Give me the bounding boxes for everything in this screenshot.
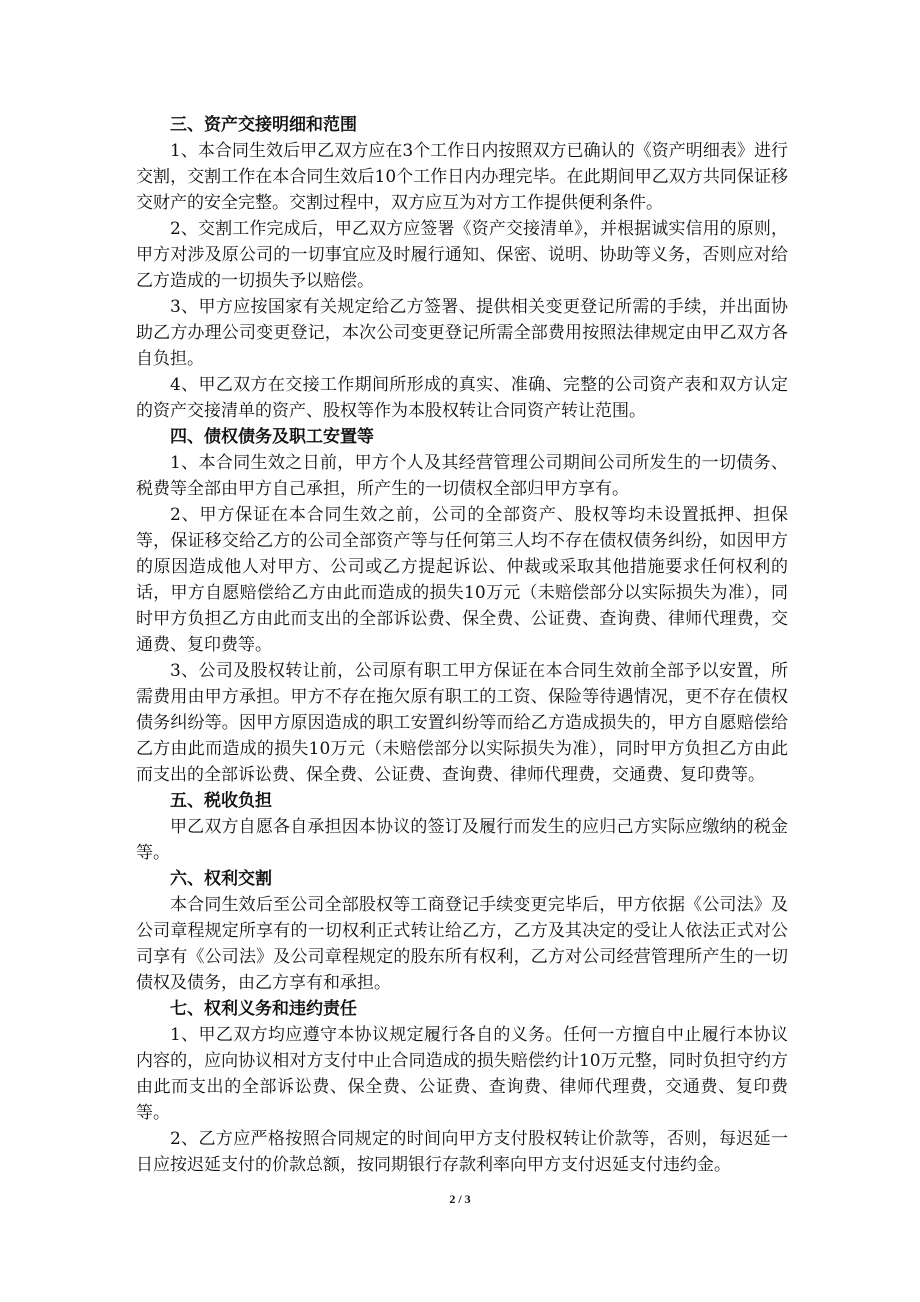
section-heading: 六、权利交割: [170, 869, 272, 889]
section-tax: [136, 788, 788, 866]
section-heading: 七、权利义务和违约责任: [170, 999, 357, 1019]
section-heading: 四、债权债务及职工安置等: [170, 427, 374, 447]
paragraph: 2、甲方保证在本合同生效之前，公司的全部资产、股权等均未设置抵押、担保等，保证移交给乙方的公司全部资产等与任何第三人均不存在债权债务纠纷，如因甲方的原因造成他人对甲方、公司或乙方提起诉讼、仲裁或采取其他措施要求任何权利的话，甲方自愿赔偿给乙方由此而造成的损失10万元（未赔偿部分以实际损失为准），同时甲方负担乙方由此而支出的全部诉讼费、保全费、公证费、查询费、律师代理费，交通费、复印费等。: [136, 505, 788, 655]
section-obligations-breach: [136, 996, 788, 1178]
paragraph: 1、甲乙双方均应遵守本协议规定履行各自的义务。任何一方擅自中止履行本协议内容的，应向协议相对方支付中止合同造成的损失赔偿约计10万元整，同时负担守约方由此而支出的全部诉讼费、保全费、公证费、查询费、律师代理费，交通费、复印费等。: [136, 1025, 788, 1123]
section-heading: 五、税收负担: [170, 791, 272, 811]
paragraph: 甲乙双方自愿各自承担因本协议的签订及履行而发生的应归己方实际应缴纳的税金等。: [136, 817, 788, 863]
page-number: 2 / 3: [449, 1192, 471, 1206]
paragraph: 1、本合同生效后甲乙双方应在3个工作日内按照双方已确认的《资产明细表》进行交割，交割工作在本合同生效后10个工作日内办理完毕。在此期间甲乙双方共同保证移交财产的安全完整。交割过程中，双方应互为对方工作提供便利条件。: [136, 141, 788, 213]
paragraph: 本合同生效后至公司全部股权等工商登记手续变更完毕后，甲方依据《公司法》及公司章程规定所享有的一切权利正式转让给乙方，乙方及其决定的受让人依法正式对公司享有《公司法》及公司章程规定的股东所有权利，乙方对公司经营管理所产生的一切债权及债务，由乙方享有和承担。: [136, 895, 788, 993]
section-heading: 三、资产交接明细和范围: [170, 115, 357, 135]
paragraph: 4、甲乙双方在交接工作期间所形成的真实、准确、完整的公司资产表和双方认定的资产交接清单的资产、股权等作为本股权转让合同资产转让范围。: [136, 375, 788, 421]
paragraph: 2、乙方应严格按照合同规定的时间向甲方支付股权转让价款等，否则，每迟延一日应按迟延支付的价款总额，按同期银行存款利率向甲方支付迟延支付违约金。: [136, 1129, 788, 1175]
section-debts-staff: [136, 424, 788, 788]
paragraph: 3、公司及股权转让前，公司原有职工甲方保证在本合同生效前全部予以安置，所需费用由甲方承担。甲方不存在拖欠原有职工的工资、保险等待遇情况，更不存在债权债务纠纷等。因甲方原因造成的职工安置纠纷等而给乙方造成损失的，甲方自愿赔偿给乙方由此而造成的损失10万元（未赔偿部分以实际损失为准），同时甲方负担乙方由此而支出的全部诉讼费、保全费、公证费、查询费、律师代理费，交通费、复印费等。: [136, 661, 788, 785]
section-asset-handover: [136, 112, 788, 424]
paragraph: 1、本合同生效之日前，甲方个人及其经营管理公司期间公司所发生的一切债务、税费等全部由甲方自己承担，所产生的一切债权全部归甲方享有。: [136, 453, 788, 499]
paragraph: 2、交割工作完成后，甲乙双方应签署《资产交接清单》，并根据诚实信用的原则，甲方对涉及原公司的一切事宜应及时履行通知、保密、说明、协助等义务，否则应对给乙方造成的一切损失予以赔偿。: [136, 219, 788, 291]
document-body: [136, 112, 788, 1178]
section-rights-transfer: [136, 866, 788, 996]
paragraph: 3、甲方应按国家有关规定给乙方签署、提供相关变更登记所需的手续，并出面协助乙方办理公司变更登记，本次公司变更登记所需全部费用按照法律规定由甲乙双方各自负担。: [136, 297, 788, 369]
